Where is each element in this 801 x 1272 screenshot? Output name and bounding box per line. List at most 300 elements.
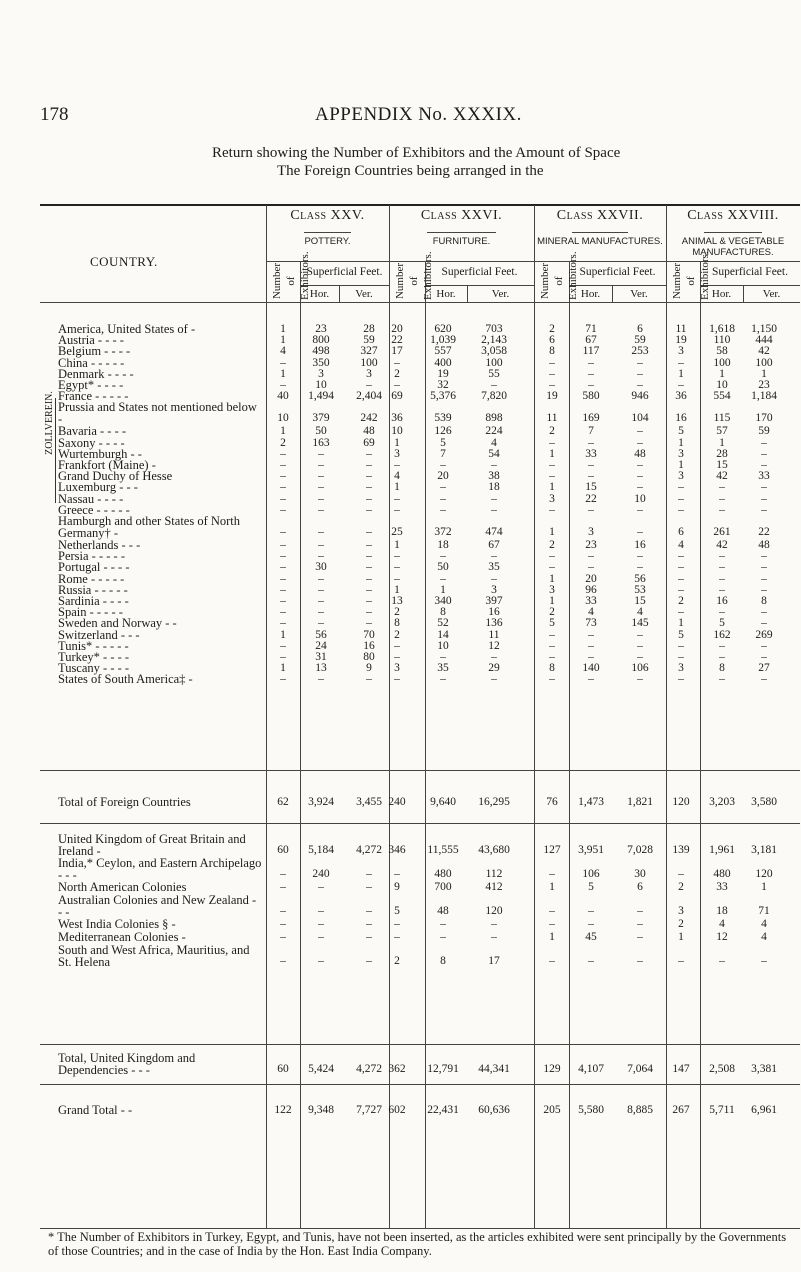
table-cell: 327	[360, 345, 378, 358]
table-cell: 946	[631, 390, 649, 403]
table-cell: 10	[391, 425, 403, 438]
rule	[40, 770, 800, 771]
table-cell: 6,961	[751, 1104, 777, 1116]
table-cell: 54	[488, 447, 500, 460]
number-of-exhibitors-label: Number of Exhibitors.	[671, 251, 711, 300]
table-cell: 62	[277, 796, 289, 808]
row-label: Persia - - - - -	[58, 549, 125, 564]
table-cell: 9	[394, 881, 400, 893]
class-heading: Class XXVII.	[556, 208, 644, 223]
table-cell: –	[678, 651, 684, 663]
row-label: Sardinia - - - -	[58, 594, 129, 608]
table-cell: –	[637, 918, 643, 930]
table-cell: 30	[315, 561, 327, 574]
table-cell: –	[588, 651, 594, 663]
table-cell: –	[491, 651, 497, 663]
table-cell: 1	[678, 931, 684, 943]
table-cell: –	[678, 868, 684, 880]
table-cell: –	[280, 539, 286, 551]
table-cell: 7	[440, 447, 446, 460]
table-cell: –	[637, 503, 643, 516]
table-cell: 7,028	[627, 844, 653, 856]
class-heading-rule	[304, 232, 351, 233]
row-label: Mediterranean Colonies -	[58, 930, 186, 944]
table-cell: –	[637, 481, 643, 494]
table-cell: 1	[280, 628, 286, 641]
table-cell: 4,272	[356, 844, 382, 856]
table-cell: 1	[678, 367, 684, 380]
table-cell: 703	[485, 323, 503, 335]
table-cell: 2	[678, 595, 684, 607]
table-cell: 16	[488, 606, 500, 619]
table-cell: –	[637, 550, 643, 563]
table-cell: –	[394, 673, 400, 686]
table-cell: –	[549, 550, 555, 563]
table-cell: –	[491, 931, 497, 943]
table-cell: 350	[312, 356, 330, 369]
table-cell: 1	[719, 436, 725, 449]
table-cell: 71	[585, 323, 597, 335]
table-cell: –	[637, 931, 643, 943]
table-cell: –	[549, 470, 555, 483]
table-cell: –	[280, 492, 286, 505]
table-cell: –	[491, 572, 497, 585]
title-line-1: Return showing the Number of Exhibitors and the Amount of Space	[212, 145, 621, 161]
table-cell: 1,184	[751, 390, 777, 403]
superficial-feet-label: Superficial Feet.	[306, 266, 383, 278]
table-cell: 23	[758, 379, 770, 391]
table-cell: 36	[391, 412, 403, 425]
table-cell: –	[637, 436, 643, 449]
table-cell: 129	[543, 1063, 561, 1075]
table-cell: –	[549, 367, 555, 380]
table-cell: 22	[758, 526, 770, 538]
row-label: Sweden and Norway - -	[58, 616, 177, 631]
table-cell: –	[394, 572, 400, 585]
table-cell: 340	[434, 595, 452, 607]
table-cell: 33	[716, 881, 728, 893]
running-title: APPENDIX No. XXXIX.	[315, 104, 522, 125]
table-cell: 5,711	[709, 1104, 735, 1116]
table-cell: 60,636	[478, 1104, 510, 1116]
table-cell: 444	[755, 334, 773, 347]
table-cell: 480	[434, 868, 452, 880]
table-cell: –	[318, 572, 324, 585]
table-cell: –	[761, 572, 767, 585]
table-cell: 7,820	[481, 390, 507, 403]
table-cell: 33	[585, 595, 597, 607]
table-cell: –	[549, 503, 555, 516]
table-cell: 1	[678, 617, 684, 630]
table-cell: 10	[315, 379, 327, 391]
table-cell: –	[318, 881, 324, 893]
table-cell: –	[366, 617, 372, 630]
table-cell: 25	[391, 526, 403, 538]
table-cell: –	[549, 436, 555, 449]
table-cell: 117	[582, 345, 600, 358]
table-cell: –	[719, 639, 725, 652]
table-cell: –	[588, 379, 594, 391]
table-cell: 24	[315, 639, 327, 652]
table-cell: 13	[315, 662, 327, 675]
row-label: Portugal - - - -	[58, 560, 130, 575]
number-of-exhibitors-label: Number of Exhibitors.	[271, 251, 311, 300]
table-cell: 16	[675, 412, 687, 425]
row-label: Greece - - - - -	[58, 502, 130, 517]
table-cell: –	[440, 481, 446, 494]
row-label: France - - - - -	[58, 389, 129, 404]
table-cell: –	[588, 459, 594, 471]
row-label: Wurtemburgh - -	[58, 446, 142, 461]
table-cell: 18	[716, 905, 728, 917]
table-cell: 253	[631, 345, 649, 358]
table-cell: –	[318, 526, 324, 538]
table-cell: 73	[585, 617, 597, 630]
table-cell: 1	[678, 459, 684, 471]
table-cell: 3,203	[709, 796, 735, 808]
class-heading-rule	[427, 232, 496, 233]
table-cell: 120	[485, 905, 503, 917]
table-cell: –	[440, 572, 446, 585]
table-cell: 498	[312, 345, 330, 358]
table-cell: 33	[758, 470, 770, 483]
table-cell: 59	[634, 334, 646, 347]
superficial-feet-label: Superficial Feet.	[579, 266, 656, 278]
table-cell: –	[280, 881, 286, 893]
ver-label: Ver.	[762, 288, 781, 300]
table-cell: 1	[394, 481, 400, 494]
table-cell: –	[549, 955, 555, 967]
table-cell: –	[549, 379, 555, 391]
table-cell: 43,680	[478, 844, 510, 856]
table-cell: 8	[549, 662, 555, 675]
table-cell: 10	[277, 412, 289, 425]
table-cell: –	[588, 356, 594, 369]
table-cell: 5	[678, 425, 684, 438]
table-cell: 1	[280, 425, 286, 438]
table-cell: 2	[394, 955, 400, 967]
table-cell: –	[719, 561, 725, 574]
table-cell: –	[761, 492, 767, 505]
table-cell: –	[637, 673, 643, 686]
table-cell: 1	[394, 539, 400, 551]
table-cell: –	[549, 905, 555, 917]
table-cell: –	[678, 673, 684, 686]
table-cell: 67	[488, 539, 500, 551]
table-cell: 3	[549, 583, 555, 596]
table-cell: –	[318, 550, 324, 563]
table-cell: 60	[277, 844, 289, 856]
table-cell: 28	[363, 323, 375, 335]
table-cell: 372	[434, 526, 452, 538]
table-cell: –	[549, 561, 555, 574]
table-cell: 17	[488, 955, 500, 967]
table-cell: –	[280, 503, 286, 516]
table-cell: 127	[543, 844, 561, 856]
table-cell: –	[588, 628, 594, 641]
class-heading: Class XXVIII.	[687, 208, 779, 223]
row-label: West India Colonies § -	[58, 917, 176, 931]
table-cell: 4	[637, 606, 643, 619]
table-cell: 261	[713, 526, 731, 538]
table-cell: 3	[491, 583, 497, 596]
table-cell: –	[678, 639, 684, 652]
table-cell: –	[394, 492, 400, 505]
table-cell: 3,580	[751, 796, 777, 808]
table-cell: –	[678, 572, 684, 585]
table-cell: 8	[440, 606, 446, 619]
table-cell: –	[678, 561, 684, 574]
table-cell: 1	[678, 436, 684, 449]
table-cell: –	[280, 583, 286, 596]
table-cell: –	[366, 572, 372, 585]
table-cell: –	[549, 673, 555, 686]
table-cell: –	[761, 481, 767, 494]
table-cell: –	[678, 606, 684, 619]
table-cell: –	[280, 561, 286, 574]
table-top-rule	[40, 204, 800, 206]
table-cell: 20	[391, 323, 403, 335]
table-cell: –	[678, 503, 684, 516]
number-of-exhibitors-label: Number of Exhibitors.	[394, 251, 434, 300]
table-cell: 53	[634, 583, 646, 596]
table-cell: 379	[312, 412, 330, 425]
table-cell: 12	[716, 931, 728, 943]
table-cell: 3,455	[356, 796, 382, 808]
table-cell: –	[637, 379, 643, 391]
table-cell: –	[549, 918, 555, 930]
table-cell: 44,341	[478, 1063, 510, 1075]
table-cell: –	[761, 447, 767, 460]
table-cell: 112	[485, 868, 503, 880]
table-cell: 400	[434, 356, 452, 369]
table-cell: 100	[713, 356, 731, 369]
table-cell: 57	[716, 425, 728, 438]
table-cell: –	[719, 481, 725, 494]
table-cell: 1	[761, 367, 767, 380]
table-cell: –	[491, 550, 497, 563]
row-label: States of South America‡ -	[58, 672, 193, 687]
table-cell: –	[394, 550, 400, 563]
table-cell: 163	[312, 436, 330, 449]
table-cell: 6	[678, 526, 684, 538]
table-cell: 35	[437, 662, 449, 675]
table-cell: 4,107	[578, 1063, 604, 1075]
table-cell: –	[491, 459, 497, 471]
table-cell: 140	[582, 662, 600, 675]
table-cell: –	[588, 367, 594, 380]
table-cell: –	[637, 639, 643, 652]
table-cell: –	[280, 673, 286, 686]
table-cell: –	[678, 550, 684, 563]
table-cell: –	[280, 639, 286, 652]
row-label: United Kingdom of Great Britain and Ireland -	[58, 832, 246, 858]
table-cell: 362	[388, 1063, 406, 1075]
table-cell: 1	[280, 334, 286, 347]
table-cell: –	[318, 470, 324, 483]
row-label: Spain - - - - -	[58, 605, 123, 620]
table-cell: 5,580	[578, 1104, 604, 1116]
table-cell: 1	[280, 662, 286, 675]
table-cell: –	[440, 492, 446, 505]
table-cell: –	[549, 651, 555, 663]
table-cell: 4	[588, 606, 594, 619]
table-cell: 18	[488, 481, 500, 494]
table-cell: 6	[549, 334, 555, 347]
table-cell: –	[394, 931, 400, 943]
table-cell: –	[366, 447, 372, 460]
table-cell: 16	[363, 639, 375, 652]
table-cell: 16	[716, 595, 728, 607]
superficial-feet-label: Superficial Feet.	[711, 266, 788, 278]
table-cell: –	[678, 955, 684, 967]
table-cell: 1	[394, 583, 400, 596]
table-cell: 412	[485, 881, 503, 893]
rule	[40, 1084, 800, 1085]
table-cell: –	[366, 481, 372, 494]
table-cell: –	[318, 617, 324, 630]
class-heading: Class XXVI.	[420, 208, 503, 223]
table-bottom-rule	[40, 1228, 800, 1229]
table-cell: 8	[549, 345, 555, 358]
table-cell: –	[549, 868, 555, 880]
table-cell: 5	[719, 617, 725, 630]
table-cell: 5,184	[308, 844, 334, 856]
table-cell: 4	[280, 345, 286, 358]
table-cell: 1	[549, 572, 555, 585]
table-cell: 50	[437, 561, 449, 574]
table-cell: 40	[277, 390, 289, 403]
class-subtitle: POTTERY.	[304, 236, 351, 247]
table-cell: 8	[761, 595, 767, 607]
table-cell: 346	[388, 844, 406, 856]
table-cell: 3	[366, 367, 372, 380]
table-cell: –	[366, 905, 372, 917]
table-cell: –	[678, 583, 684, 596]
table-cell: 3,381	[751, 1063, 777, 1075]
table-cell: –	[719, 583, 725, 596]
row-label: Netherlands - - -	[58, 538, 141, 552]
table-cell: –	[637, 955, 643, 967]
table-cell: 139	[672, 844, 690, 856]
table-cell: –	[761, 617, 767, 630]
footnote: * The Number of Exhibitors in Turkey, Egypt, and Tunis, have not been inserted, as the articles exhibited were sent principally by the Governments of those Countries; and in the case of India by the Hon. East India Company.	[48, 1230, 787, 1258]
table-cell: –	[366, 503, 372, 516]
zollverein-label: ZOLLVEREIN.	[44, 391, 55, 455]
table-cell: 474	[485, 526, 503, 538]
table-cell: 19	[675, 334, 687, 347]
table-cell: 2	[549, 539, 555, 551]
table-cell: 169	[582, 412, 600, 425]
class-subtitle: FURNITURE.	[432, 236, 491, 247]
table-cell: 126	[434, 425, 452, 438]
table-cell: 3	[394, 447, 400, 460]
table-cell: –	[549, 459, 555, 471]
table-cell: 96	[585, 583, 597, 596]
table-cell: –	[394, 503, 400, 516]
table-cell: 71	[758, 905, 770, 917]
table-cell: 4	[761, 931, 767, 943]
table-cell: 1	[719, 367, 725, 380]
table-cell: –	[440, 459, 446, 471]
superficial-rule	[300, 285, 389, 286]
table-cell: 2	[394, 367, 400, 380]
table-cell: –	[588, 561, 594, 574]
table-cell: 10	[716, 379, 728, 391]
table-cell: –	[761, 583, 767, 596]
table-cell: 9,348	[308, 1104, 334, 1116]
table-cell: 9,640	[430, 796, 456, 808]
table-cell: –	[588, 673, 594, 686]
table-cell: 3,181	[751, 844, 777, 856]
table-cell: –	[761, 561, 767, 574]
table-cell: –	[761, 459, 767, 471]
table-cell: 3	[394, 662, 400, 675]
table-cell: 42	[716, 470, 728, 483]
table-cell: 1,494	[308, 390, 334, 403]
table-cell: –	[318, 459, 324, 471]
table-cell: –	[588, 436, 594, 449]
table-cell: –	[366, 595, 372, 607]
row-label: Egypt* - - - -	[58, 378, 124, 392]
table-cell: 1	[549, 881, 555, 893]
table-cell: 69	[363, 436, 375, 449]
table-cell: –	[280, 470, 286, 483]
table-cell: –	[366, 673, 372, 686]
table-cell: –	[366, 470, 372, 483]
table-cell: –	[719, 651, 725, 663]
table-cell: 2,404	[356, 390, 382, 403]
table-cell: 56	[315, 628, 327, 641]
table-cell: 30	[634, 868, 646, 880]
table-cell: –	[549, 628, 555, 641]
row-label: Belgium - - - -	[58, 344, 131, 359]
table-cell: 48	[437, 905, 449, 917]
table-cell: 6	[637, 323, 643, 335]
table-cell: 11	[546, 412, 558, 425]
table-cell: –	[719, 572, 725, 585]
table-cell: –	[366, 379, 372, 391]
table-cell: 23	[315, 323, 327, 335]
table-cell: 7,064	[627, 1063, 653, 1075]
table-cell: 28	[716, 447, 728, 460]
table-cell: 5	[440, 436, 446, 449]
table-cell: 17	[391, 345, 403, 358]
table-cell: 12	[488, 639, 500, 652]
table-cell: 36	[675, 390, 687, 403]
table-cell: –	[394, 379, 400, 391]
class-subtitle: MINERAL MANUFACTURES.	[537, 236, 663, 247]
row-label: America, United States of -	[58, 322, 196, 336]
table-cell: 205	[543, 1104, 561, 1116]
table-cell: 10	[437, 639, 449, 652]
table-cell: 2	[678, 881, 684, 893]
table-cell: 67	[585, 334, 597, 347]
row-label: Bavaria - - - -	[58, 424, 127, 439]
table-cell: 19	[546, 390, 558, 403]
table-cell: –	[280, 459, 286, 471]
table-cell: 29	[488, 662, 500, 675]
table-cell: 59	[363, 334, 375, 347]
table-cell: 10	[634, 492, 646, 505]
table-cell: –	[637, 628, 643, 641]
table-cell: –	[394, 356, 400, 369]
table-cell: –	[366, 955, 372, 967]
table-cell: 800	[312, 334, 330, 347]
table-cell: –	[588, 918, 594, 930]
table-cell: 50	[315, 425, 327, 438]
table-cell: –	[318, 673, 324, 686]
